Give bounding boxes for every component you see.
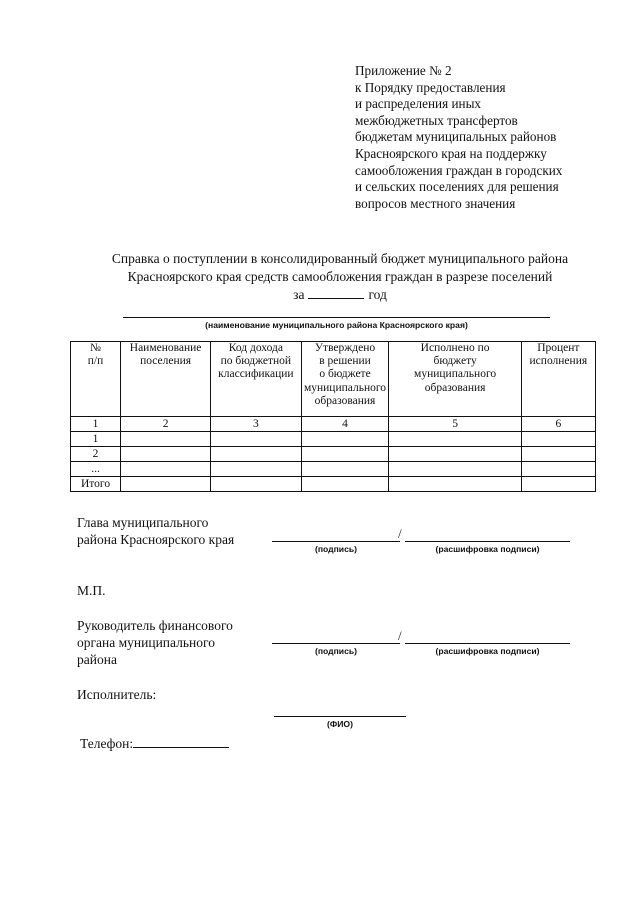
phone-blank-line	[133, 735, 229, 748]
table-cell	[211, 432, 301, 447]
finance-decode-caption: (расшифровка подписи)	[435, 646, 540, 656]
head-decode-line	[405, 541, 570, 542]
table-cell	[521, 432, 595, 447]
table-cell	[301, 432, 389, 447]
table-cell: 4	[301, 417, 389, 432]
district-name-caption: (наименование муниципального района Красноярского края)	[205, 320, 468, 330]
table-cell: 1	[71, 432, 121, 447]
table-cell	[211, 447, 301, 462]
title-line-2: Красноярского края средств самообложения граждан в разрезе поселений	[127, 269, 553, 284]
table-cell: 6	[521, 417, 595, 432]
table-cell	[389, 447, 521, 462]
table-cell	[121, 432, 211, 447]
table-cell	[389, 462, 521, 477]
col-header-executed: Исполнено по бюджету муниципального образования	[389, 342, 521, 417]
seal-place-label: М.П.	[77, 583, 106, 598]
col-header-settlement: Наименование поселения	[121, 342, 211, 417]
title-period	[60, 286, 620, 304]
head-slash: /	[398, 526, 402, 541]
table-cell	[301, 462, 389, 477]
document-title	[60, 250, 620, 304]
table-cell: 1	[71, 417, 121, 432]
head-decode-caption: (расшифровка подписи)	[435, 544, 540, 554]
appendix-line: самообложения граждан в городских	[355, 162, 563, 178]
head-signature-label: Глава муниципального района Красноярского края	[77, 515, 235, 547]
appendix-line: к Порядку предоставления	[355, 79, 506, 95]
appendix-line: Приложение № 2	[355, 63, 452, 78]
title-line-1: Справка о поступлении в консолидированный бюджет муниципального района	[111, 251, 569, 266]
table-cell	[121, 447, 211, 462]
appendix-line: и распределения иных	[355, 96, 482, 112]
table-cell: 2	[71, 447, 121, 462]
col-header-income-code: Код дохода по бюджетной классификации	[211, 342, 301, 417]
table-cell: ...	[71, 462, 121, 477]
appendix-line: межбюджетных трансфертов	[355, 112, 518, 128]
table-cell: Итого	[71, 477, 121, 492]
finance-decode-line	[405, 643, 570, 644]
table-cell	[211, 462, 301, 477]
appendix-line: вопросов местного значения	[355, 195, 516, 211]
appendix-line: и сельских поселениях для решения	[355, 179, 559, 195]
appendix-line: бюджетам муниципальных районов	[355, 129, 557, 145]
table-row-column-numbers	[71, 417, 596, 432]
head-signature-caption: (подпись)	[314, 544, 358, 554]
year-blank-line	[308, 286, 364, 299]
district-name-line	[123, 317, 550, 318]
head-signature-line	[272, 541, 400, 542]
table-row	[71, 447, 596, 462]
executor-fio-line	[274, 716, 406, 717]
finance-signature-line	[272, 643, 400, 644]
phone-field	[80, 735, 229, 752]
table-cell	[389, 432, 521, 447]
table-cell	[121, 477, 211, 492]
table-cell	[389, 477, 521, 492]
table-cell	[301, 477, 389, 492]
table-cell	[521, 447, 595, 462]
table-cell	[301, 447, 389, 462]
table-cell	[211, 477, 301, 492]
table-row-total	[71, 477, 596, 492]
table-cell	[121, 462, 211, 477]
table-cell	[521, 477, 595, 492]
table-row	[71, 432, 596, 447]
table-cell: 3	[211, 417, 301, 432]
table-cell	[521, 462, 595, 477]
finance-signature-label: Руководитель финансового органа муниципального района	[77, 618, 233, 667]
executor-label: Исполнитель:	[77, 687, 157, 702]
phone-label: Телефон:	[80, 736, 134, 751]
executor-fio-caption: (ФИО)	[327, 719, 353, 729]
table-cell: 5	[389, 417, 521, 432]
table-cell: 2	[121, 417, 211, 432]
finance-slash: /	[398, 628, 402, 643]
title-god: год	[368, 287, 387, 302]
col-header-number: № п/п	[71, 342, 121, 417]
col-header-approved: Утверждено в решении о бюджете муниципального образования	[301, 342, 389, 417]
finance-signature-caption: (подпись)	[314, 646, 358, 656]
appendix-reference	[355, 63, 562, 212]
col-header-percent: Процент исполнения	[521, 342, 595, 417]
appendix-line: Красноярского края на поддержку	[355, 145, 547, 161]
title-za: за	[293, 287, 305, 302]
settlements-table	[70, 341, 596, 492]
table-row	[71, 462, 596, 477]
table-header-row	[71, 342, 596, 417]
